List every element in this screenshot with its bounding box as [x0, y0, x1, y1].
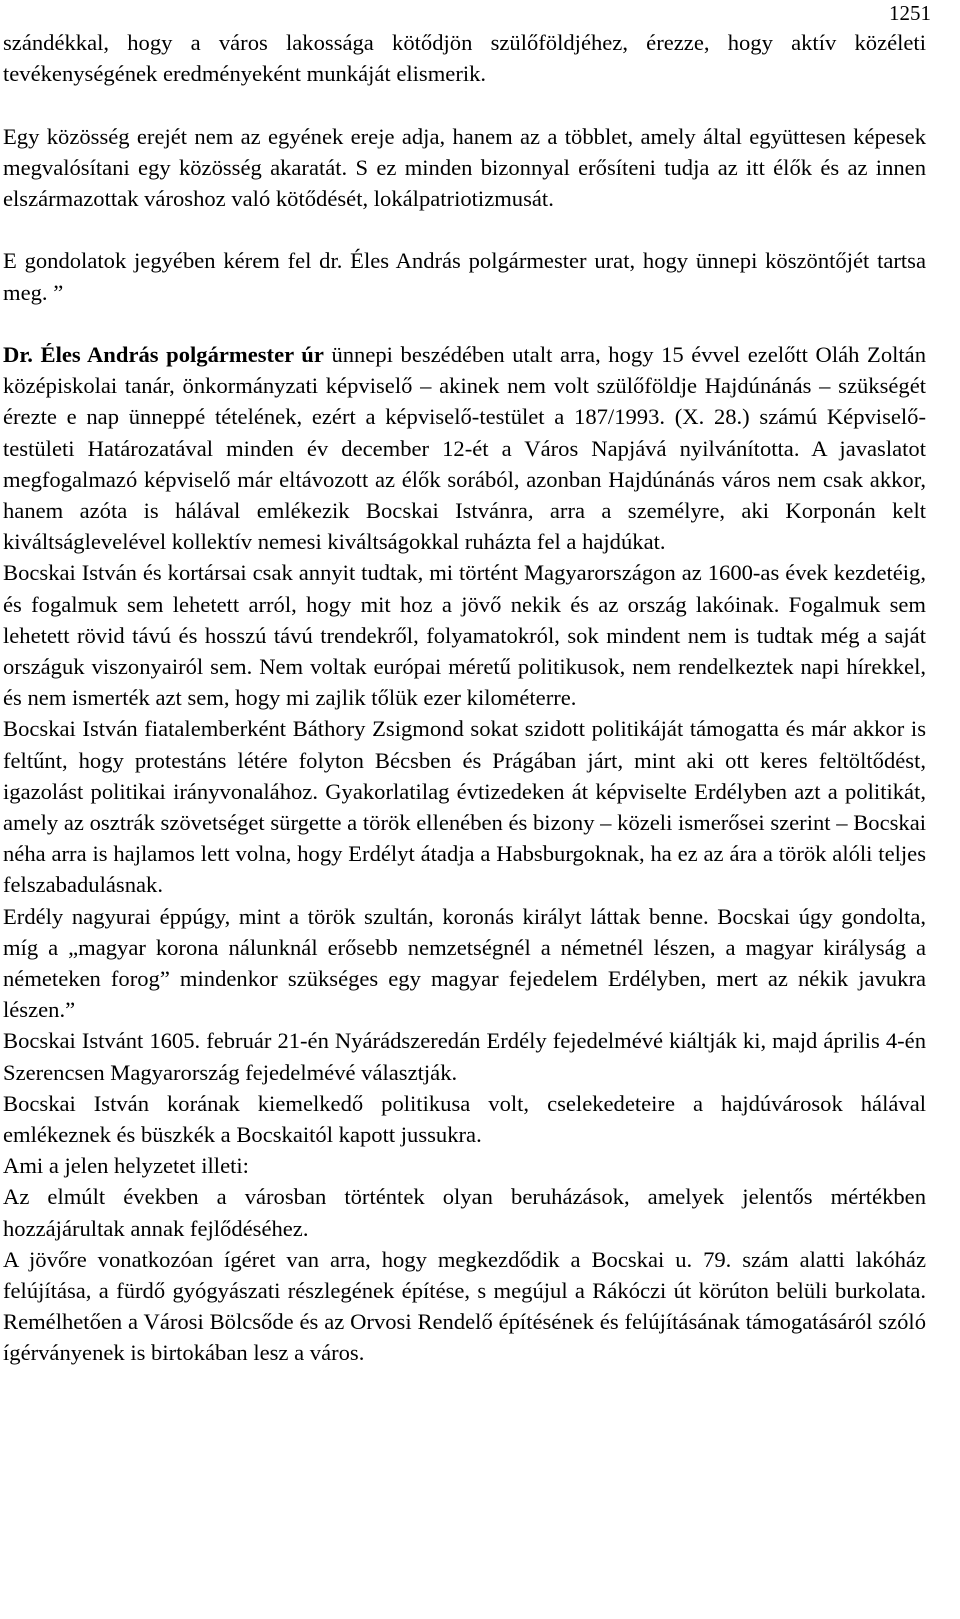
document-body: [3, 27, 926, 1369]
paragraph-election: Bocskai Istvánt 1605. február 21-én Nyárádszeredán Erdély fejedelmévé kiáltják ki, majd április 4-én Szerencsen Magyarország fejedelmévé választják.: [3, 1028, 926, 1085]
paragraph-transylvania: Erdély nagyurai éppúgy, mint a török szultán, koronás királyt láttak benne. Bocskai úgy gondolta, míg a „magyar korona nálunknál erősebb nemzetségnél a németnél lészen, a magyar királyság a németeken forog” mindenkor szükséges egy magyar fejedelem Erdélyben, mert az nékik javukra lészen.”: [3, 903, 926, 1023]
paragraph-mayor-speech: [3, 339, 926, 557]
paragraph-present: Ami a jelen helyzetet illeti:: [3, 1153, 249, 1179]
paragraph-contemporaries: Bocskai István és kortársai csak annyit tudtak, mi történt Magyarországon az 1600-as évek kezdetéig, és fogalmuk sem lehetett arról, hogy mit hoz a jövő nekik és az ország lakóinak. Fogalmuk sem lehetett rövid távú és hosszú távú trendekről, folyamatokról, sok mindent nem is tudtak még a saját országuk viszonyairól sem. Nem voltak európai méretű politikusok, nem rendelkeztek napi hírekkel, és nem ismerték azt sem, hogy mi zajlik tőlük ezer kilométerre.: [3, 560, 926, 711]
paragraph-invitation: E gondolatok jegyében kérem fel dr. Éles András polgármester urat, hogy ünnepi köszöntőjét tartsa meg. ”: [3, 248, 926, 305]
paragraph-investments: Az elmúlt években a városban történtek olyan beruházások, amelyek jelentős mértékben hozzájárultak annak fejlődéséhez.: [3, 1184, 926, 1241]
page-number: 1251: [889, 1, 931, 25]
paragraph-bathory: Bocskai István fiatalemberként Báthory Zsigmond sokat szidott politikáját támogatta és már akkor is feltűnt, hogy protestáns létére folyton Bécsben és Prágában járt, mint aki ott keres feltöltődést, igazolást politikai irányvonalához. Gyakorlatilag évtizedeken át képviselte Erdélyben azt a politikát, amely az osztrák szövetséget sürgette a török ellenében és bizony – közeli ismerősei szerint – Bocskai néha arra is hajlamos lett volna, hogy Erdélyt átadja a Habsburgoknak, ha ez az ára a török alóli teljes felszabadulásnak.: [3, 716, 926, 898]
paragraph-intro-end: szándékkal, hogy a város lakossága kötődjön szülőföldjéhez, érezze, hogy aktív közéleti tevékenységének eredményeként munkáját elismerik.: [3, 30, 926, 87]
paragraph-legacy: Bocskai István korának kiemelkedő politikusa volt, cselekedeteire a hajdúvárosok hálával emlékeznek és büszkék a Bocskaitól kapott jussukra.: [3, 1090, 926, 1148]
speaker-name: Dr. Éles András polgármester úr: [3, 341, 324, 367]
speech-text: ünnepi beszédében utalt arra, hogy 15 évvel ezelőtt Oláh Zoltán középiskolai tanár, önkormányzati képviselő – akinek nem volt szülőföldje Hajdúnánás – szükségét érezte e nap ünneppé tételének, ezért a képviselő-testület a 187/1993. (X. 28.) számú Képviselő-testületi Határozatával minden év december 12-ét a Város Napjává nyilvánította. A javaslatot megfogalmazó képviselő már eltávozott az élők sorából, azonban Hajdúnánás város nem csak akkor, hanem azóta is hálával emlékezik Bocskai Istvánra, arra a személyre, aki Korponán kelt kiváltságlevelével kollektív nemesi kiváltságokkal ruházta fel a hajdúkat.: [3, 341, 927, 555]
paragraph-future: A jövőre vonatkozóan ígéret van arra, hogy megkezdődik a Bocskai u. 79. szám alatti lakóház felújítása, a fürdő gyógyászati részlegének építése, s megújul a Rákóczi út körúton belüli burkolata. Remélhetően a Városi Bölcsőde és az Orvosi Rendelő építésének és felújításának támogatásáról szóló ígérványenek is birtokában lesz a város.: [3, 1246, 926, 1366]
paragraph-community: Egy közösség erejét nem az egyének ereje adja, hanem az a többlet, amely által együttesen képesek megvalósítani egy közösség akaratát. S ez minden bizonnyal erősíteni tudja az itt élők és az innen elszármazottak városhoz való kötődését, lokálpatriotizmusát.: [3, 123, 926, 211]
